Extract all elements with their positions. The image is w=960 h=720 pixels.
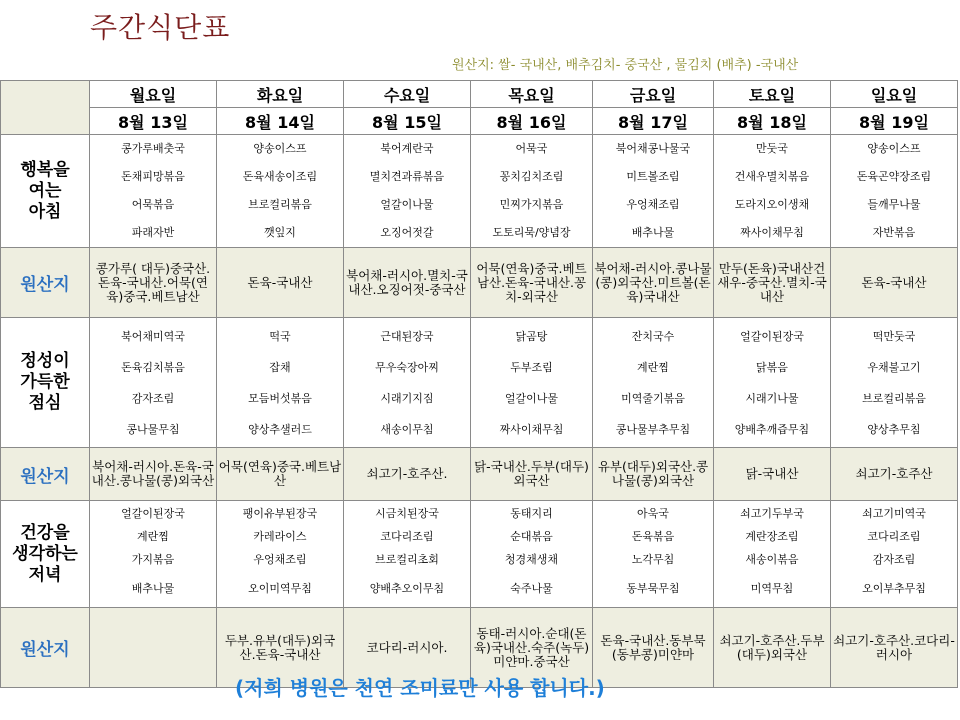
menu-cell <box>831 501 958 608</box>
day-header: 금요일 <box>593 81 714 108</box>
meal-label-line: 여는 <box>28 180 62 201</box>
dish-item: 어묵볶음 <box>131 198 175 211</box>
dish-item: 미트볼조림 <box>626 170 680 183</box>
origin-cell: 만두(돈육)국내산건새우-중국산.멸치-국내산 <box>714 248 831 318</box>
origin-cell: 북어채-러시아.콩나물(콩)외국산.미트볼(돈육)국내산 <box>593 248 714 318</box>
corner-cell <box>1 81 90 135</box>
menu-cell <box>344 318 471 448</box>
dish-item: 숙주나물 <box>510 581 553 595</box>
menu-cell <box>90 135 217 248</box>
dish-item: 돈육볶음 <box>631 529 675 543</box>
dish-item: 도라지오이생채 <box>734 198 810 211</box>
origin-cell: 닭-국내산 <box>714 448 831 501</box>
dish-item: 떡국 <box>269 329 291 343</box>
menu-cell <box>714 318 831 448</box>
meal-row <box>1 318 958 448</box>
dish-item: 돈육곤약장조림 <box>856 170 932 183</box>
menu-cell <box>593 135 714 248</box>
meal-label-line: 점심 <box>28 393 62 413</box>
dish-item: 떡만둣국 <box>872 329 916 343</box>
weekly-menu-table <box>0 80 958 688</box>
menu-cell <box>344 501 471 608</box>
meal-label-line: 생각하는 <box>12 543 78 564</box>
day-header: 수요일 <box>344 81 471 108</box>
dish-item: 도토리묵/양념장 <box>492 226 571 239</box>
dish-item: 아욱국 <box>637 506 669 520</box>
dish-item: 양상추샐러드 <box>248 422 312 436</box>
dish-item: 깻잎지 <box>264 226 296 239</box>
dish-item: 새송이볶음 <box>745 552 799 566</box>
menu-cell <box>593 318 714 448</box>
date-header: 8월 16일 <box>471 108 593 135</box>
dish-item: 청경채생채 <box>504 552 559 566</box>
footer-note: (저희 병원은 천연 조미료만 사용 합니다.) <box>235 676 605 700</box>
origin-cell: 쇠고기-호주산. <box>344 448 471 501</box>
meal-label <box>1 501 90 608</box>
dish-item: 만둣국 <box>756 142 788 155</box>
dish-item: 자반볶음 <box>872 226 916 239</box>
day-header: 목요일 <box>471 81 593 108</box>
origin-label: 원산지 <box>1 448 90 501</box>
dish-item: 꽁치김치조림 <box>499 170 564 183</box>
origin-cell: 어묵(연육)중국.베트남산 <box>217 448 344 501</box>
menu-cell <box>714 135 831 248</box>
origin-cell: 쇠고기-호주산 <box>831 448 958 501</box>
origin-label: 원산지 <box>1 608 90 688</box>
dish-item: 모듬버섯볶음 <box>248 391 312 405</box>
dish-item: 미역무침 <box>750 581 794 595</box>
dish-item: 무우숙장아찌 <box>375 360 439 374</box>
dish-item: 쇠고기미역국 <box>862 506 926 520</box>
dish-item: 팽이유부된장국 <box>242 506 318 520</box>
origin-cell: 코다리-러시아. <box>344 608 471 688</box>
dish-item: 북어채콩나물국 <box>615 142 691 155</box>
dish-item: 짜사이채무침 <box>740 226 804 239</box>
menu-cell <box>831 318 958 448</box>
dish-item: 얼갈이된장국 <box>121 506 185 520</box>
date-header: 8월 13일 <box>90 108 217 135</box>
menu-cell <box>714 501 831 608</box>
dish-item: 브로컬리초회 <box>375 552 439 566</box>
origin-cell: 어묵(연육)중국.베트남산.돈육-국내산.꽁치-외국산 <box>471 248 593 318</box>
menu-cell <box>593 501 714 608</box>
dish-item: 오이미역무침 <box>248 581 312 595</box>
dish-item: 잡채 <box>269 360 291 374</box>
menu-cell <box>217 501 344 608</box>
dish-item: 짜사이채무침 <box>499 422 564 436</box>
dish-item: 건새우멸치볶음 <box>734 170 810 183</box>
header-day-row <box>1 81 958 108</box>
dish-item: 근대된장국 <box>380 329 434 343</box>
origin-cell: 쇠고기-호주산.코다리-러시아 <box>831 608 958 688</box>
header-date-row <box>1 108 958 135</box>
dish-item: 브로컬리볶음 <box>248 198 312 211</box>
dish-item: 얼갈이된장국 <box>740 329 804 343</box>
dish-item: 우엉채조림 <box>253 552 307 566</box>
dish-item: 돈육새송이조림 <box>242 170 318 183</box>
dish-item: 양배추오이무침 <box>369 581 445 595</box>
origin-cell: 북어채-러시아.멸치-국내산.오징어젓-중국산 <box>344 248 471 318</box>
origin-cell: 돈육-국내산 <box>217 248 344 318</box>
dish-item: 배추나물 <box>631 226 675 239</box>
menu-cell <box>471 135 593 248</box>
origin-cell: 닭-국내산.두부(대두)외국산 <box>471 448 593 501</box>
dish-item: 민찌가지볶음 <box>499 198 564 211</box>
menu-cell <box>90 318 217 448</box>
day-header: 월요일 <box>90 81 217 108</box>
dish-item: 동부묵무침 <box>626 581 680 595</box>
origin-label: 원산지 <box>1 248 90 318</box>
dish-item: 카레라이스 <box>253 529 307 543</box>
dish-item: 들깨무나물 <box>867 198 921 211</box>
dish-item: 돈육김치볶음 <box>121 360 185 374</box>
date-header: 8월 15일 <box>344 108 471 135</box>
day-header: 토요일 <box>714 81 831 108</box>
menu-cell <box>344 135 471 248</box>
dish-item: 쇠고기두부국 <box>740 506 804 520</box>
meal-label-line: 가득한 <box>20 372 70 392</box>
origin-row <box>1 248 958 318</box>
dish-item: 계란찜 <box>637 360 669 374</box>
dish-item: 어묵국 <box>515 142 548 155</box>
meal-row <box>1 135 958 248</box>
origin-cell: 북어채-러시아.돈육-국내산.콩나물(콩)외국산 <box>90 448 217 501</box>
date-header: 8월 19일 <box>831 108 958 135</box>
dish-item: 시래기지짐 <box>380 391 434 405</box>
dish-item: 콩나물무침 <box>126 422 180 436</box>
dish-item: 동태지리 <box>510 506 553 520</box>
origin-row <box>1 448 958 501</box>
origin-cell: 유부(대두)외국산.콩나물(콩)외국산 <box>593 448 714 501</box>
meal-row <box>1 501 958 608</box>
meal-label-line: 저녁 <box>28 564 62 585</box>
dish-item: 새송이무침 <box>380 422 434 436</box>
dish-item: 오징어젓갈 <box>380 226 434 239</box>
dish-item: 양송이스프 <box>867 142 921 155</box>
menu-cell <box>831 135 958 248</box>
origin-cell: 콩가루( 대두)중국산. 돈육-국내산.어묵(연육)중국.베트남산 <box>90 248 217 318</box>
dish-item: 북어채미역국 <box>121 329 185 343</box>
meal-label-line: 정성이 <box>20 351 70 371</box>
dish-item: 미역줄기볶음 <box>621 391 685 405</box>
dish-item: 시금치된장국 <box>375 506 439 520</box>
menu-cell <box>90 501 217 608</box>
meal-label-line: 아침 <box>28 201 62 222</box>
meal-label <box>1 135 90 248</box>
dish-item: 가지볶음 <box>131 552 175 566</box>
dish-item: 북어계란국 <box>380 142 434 155</box>
meal-label-line: 행복을 <box>20 159 70 180</box>
day-header: 화요일 <box>217 81 344 108</box>
dish-item: 돈채피망볶음 <box>121 170 185 183</box>
dish-item: 계란찜 <box>137 529 169 543</box>
dish-item: 배추나물 <box>131 581 175 595</box>
origin-cell: 두부.유부(대두)외국산.돈육-국내산 <box>217 608 344 688</box>
dish-item: 얼갈이나물 <box>380 198 434 211</box>
dish-item: 콩가루배춧국 <box>121 142 185 155</box>
dish-item: 파래자반 <box>131 226 175 239</box>
menu-cell <box>217 135 344 248</box>
dish-item: 오이부추무침 <box>862 581 926 595</box>
dish-item: 감자조림 <box>131 391 175 405</box>
menu-cell <box>471 501 593 608</box>
meal-label <box>1 318 90 448</box>
date-header: 8월 17일 <box>593 108 714 135</box>
origin-cell: 쇠고기-호주산.두부(대두)외국산 <box>714 608 831 688</box>
page-title: 주간식단표 <box>90 11 231 44</box>
day-header: 일요일 <box>831 81 958 108</box>
origin-cell <box>90 608 217 688</box>
dish-item: 브로컬리볶음 <box>862 391 926 405</box>
dish-item: 닭볶음 <box>756 360 788 374</box>
origin-cell: 동태-러시아.순대(돈육)국내산.숙주(녹두)미얀마.중국산 <box>471 608 593 688</box>
dish-item: 우엉채조림 <box>626 198 680 211</box>
menu-cell <box>471 318 593 448</box>
dish-item: 멸치견과류볶음 <box>369 170 445 183</box>
dish-item: 얼갈이나물 <box>504 391 559 405</box>
menu-cell <box>217 318 344 448</box>
dish-item: 양상추무침 <box>867 422 921 436</box>
date-header: 8월 18일 <box>714 108 831 135</box>
dish-item: 계란장조림 <box>745 529 799 543</box>
dish-item: 닭곰탕 <box>515 329 548 343</box>
meal-label-line: 건강을 <box>20 522 70 543</box>
dish-item: 순대볶음 <box>510 529 553 543</box>
dish-item: 시래기나물 <box>745 391 799 405</box>
dish-item: 코다리조림 <box>867 529 921 543</box>
date-header: 8월 14일 <box>217 108 344 135</box>
dish-item: 감자조림 <box>872 552 916 566</box>
dish-item: 두부조림 <box>510 360 553 374</box>
dish-item: 노각무침 <box>631 552 675 566</box>
dish-item: 코다리조림 <box>380 529 434 543</box>
dish-item: 우채불고기 <box>867 360 921 374</box>
origin-cell: 돈육-국내산 <box>831 248 958 318</box>
origin-note: 원산지: 쌀- 국내산, 배추김치- 중국산 , 물김치 (배추) -국내산 <box>452 58 799 73</box>
dish-item: 양배추깨즙무침 <box>734 422 810 436</box>
dish-item: 양송이스프 <box>253 142 307 155</box>
dish-item: 잔치국수 <box>631 329 675 343</box>
dish-item: 콩나물부추무침 <box>615 422 691 436</box>
origin-cell: 돈육-국내산.동부묵(동부콩)미얀마 <box>593 608 714 688</box>
